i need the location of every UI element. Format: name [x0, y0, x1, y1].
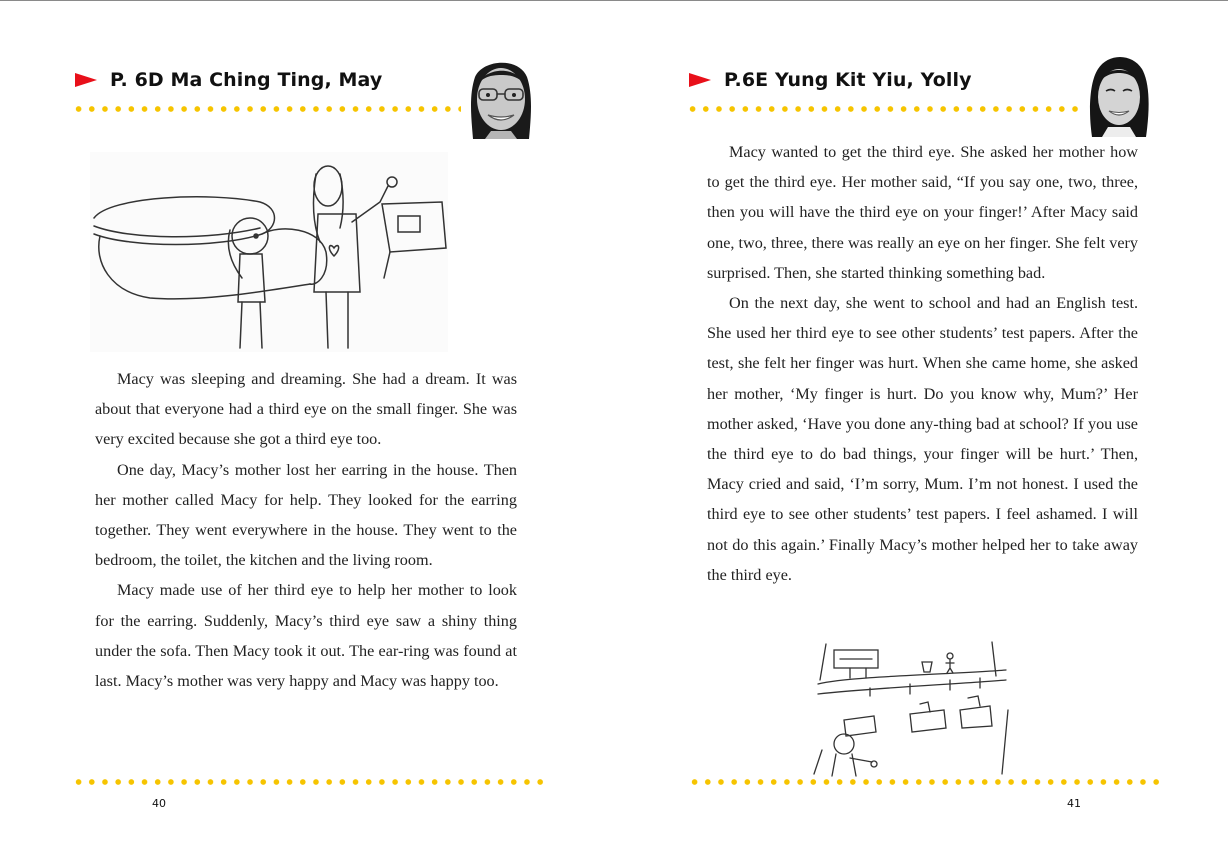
right-paragraph-1: Macy wanted to get the third eye. She asked her mother how to get the third eye. Her mother said, “If you say one, two, three, then you will have the third eye on your finger!’ After Macy said one, two, three, there was really an eye on her finger. She felt very surprised. Then, she started thinking something bad.	[707, 143, 1138, 282]
left-paragraph-3: Macy made use of her third eye to help her mother to look for the earring. Suddenly, Macy’s third eye saw a shiny thing under the sofa. Then Macy took it out. The ear-ring was found at last. Macy’s mother was very happy and Macy was happy too.	[95, 581, 517, 691]
right-story-text	[707, 137, 1138, 590]
right-author-name: P.6E Yung Kit Yiu, Yolly	[724, 69, 972, 91]
sofa-and-earring-drawing	[90, 152, 448, 352]
red-pennant-flag-icon	[689, 73, 711, 87]
right-bottom-dotted-divider	[688, 778, 1166, 786]
left-bottom-dotted-divider	[72, 778, 550, 786]
right-page-number: 41	[1067, 797, 1081, 810]
classroom-test-drawing	[810, 640, 1010, 778]
right-paragraph-2: On the next day, she went to school and had an English test. She used her third eye to see other students’ test papers. After the test, she felt her finger was hurt. When she came home, she asked her mother, ‘My finger is hurt. Do you know why, Mum?’ Her mother asked, ‘Have you done any-thing bad at school? If you use the third eye to do bad things, your finger will be hurt.’ Then, Macy cried and said, ‘I’m sorry, Mum. I’m not honest. I used the third eye to see other students’ test papers. I feel ashamed. I will not do this again.’ Finally Macy’s mother helped her to take away the third eye.	[707, 294, 1138, 584]
left-author-name: P. 6D Ma Ching Ting, May	[110, 69, 383, 91]
right-page	[614, 0, 1228, 868]
right-author-photo	[1084, 53, 1154, 137]
left-story-text	[95, 364, 517, 696]
left-paragraph-1: Macy was sleeping and dreaming. She had a dream. It was about that everyone had a third eye on the small finger. She was very excited because she got a third eye too.	[95, 370, 517, 449]
left-page-number: 40	[152, 797, 166, 810]
left-author-photo	[461, 55, 541, 139]
right-top-dotted-divider	[686, 105, 1084, 113]
left-top-dotted-divider	[72, 105, 464, 113]
right-title-row	[689, 69, 972, 91]
left-paragraph-2: One day, Macy’s mother lost her earring in the house. Then her mother called Macy for help. They looked for the earring together. They went everywhere in the house. They went to the bedroom, the toilet, the kitchen and the living room.	[95, 460, 517, 570]
red-pennant-flag-icon	[75, 73, 97, 87]
left-title-row	[75, 69, 382, 91]
